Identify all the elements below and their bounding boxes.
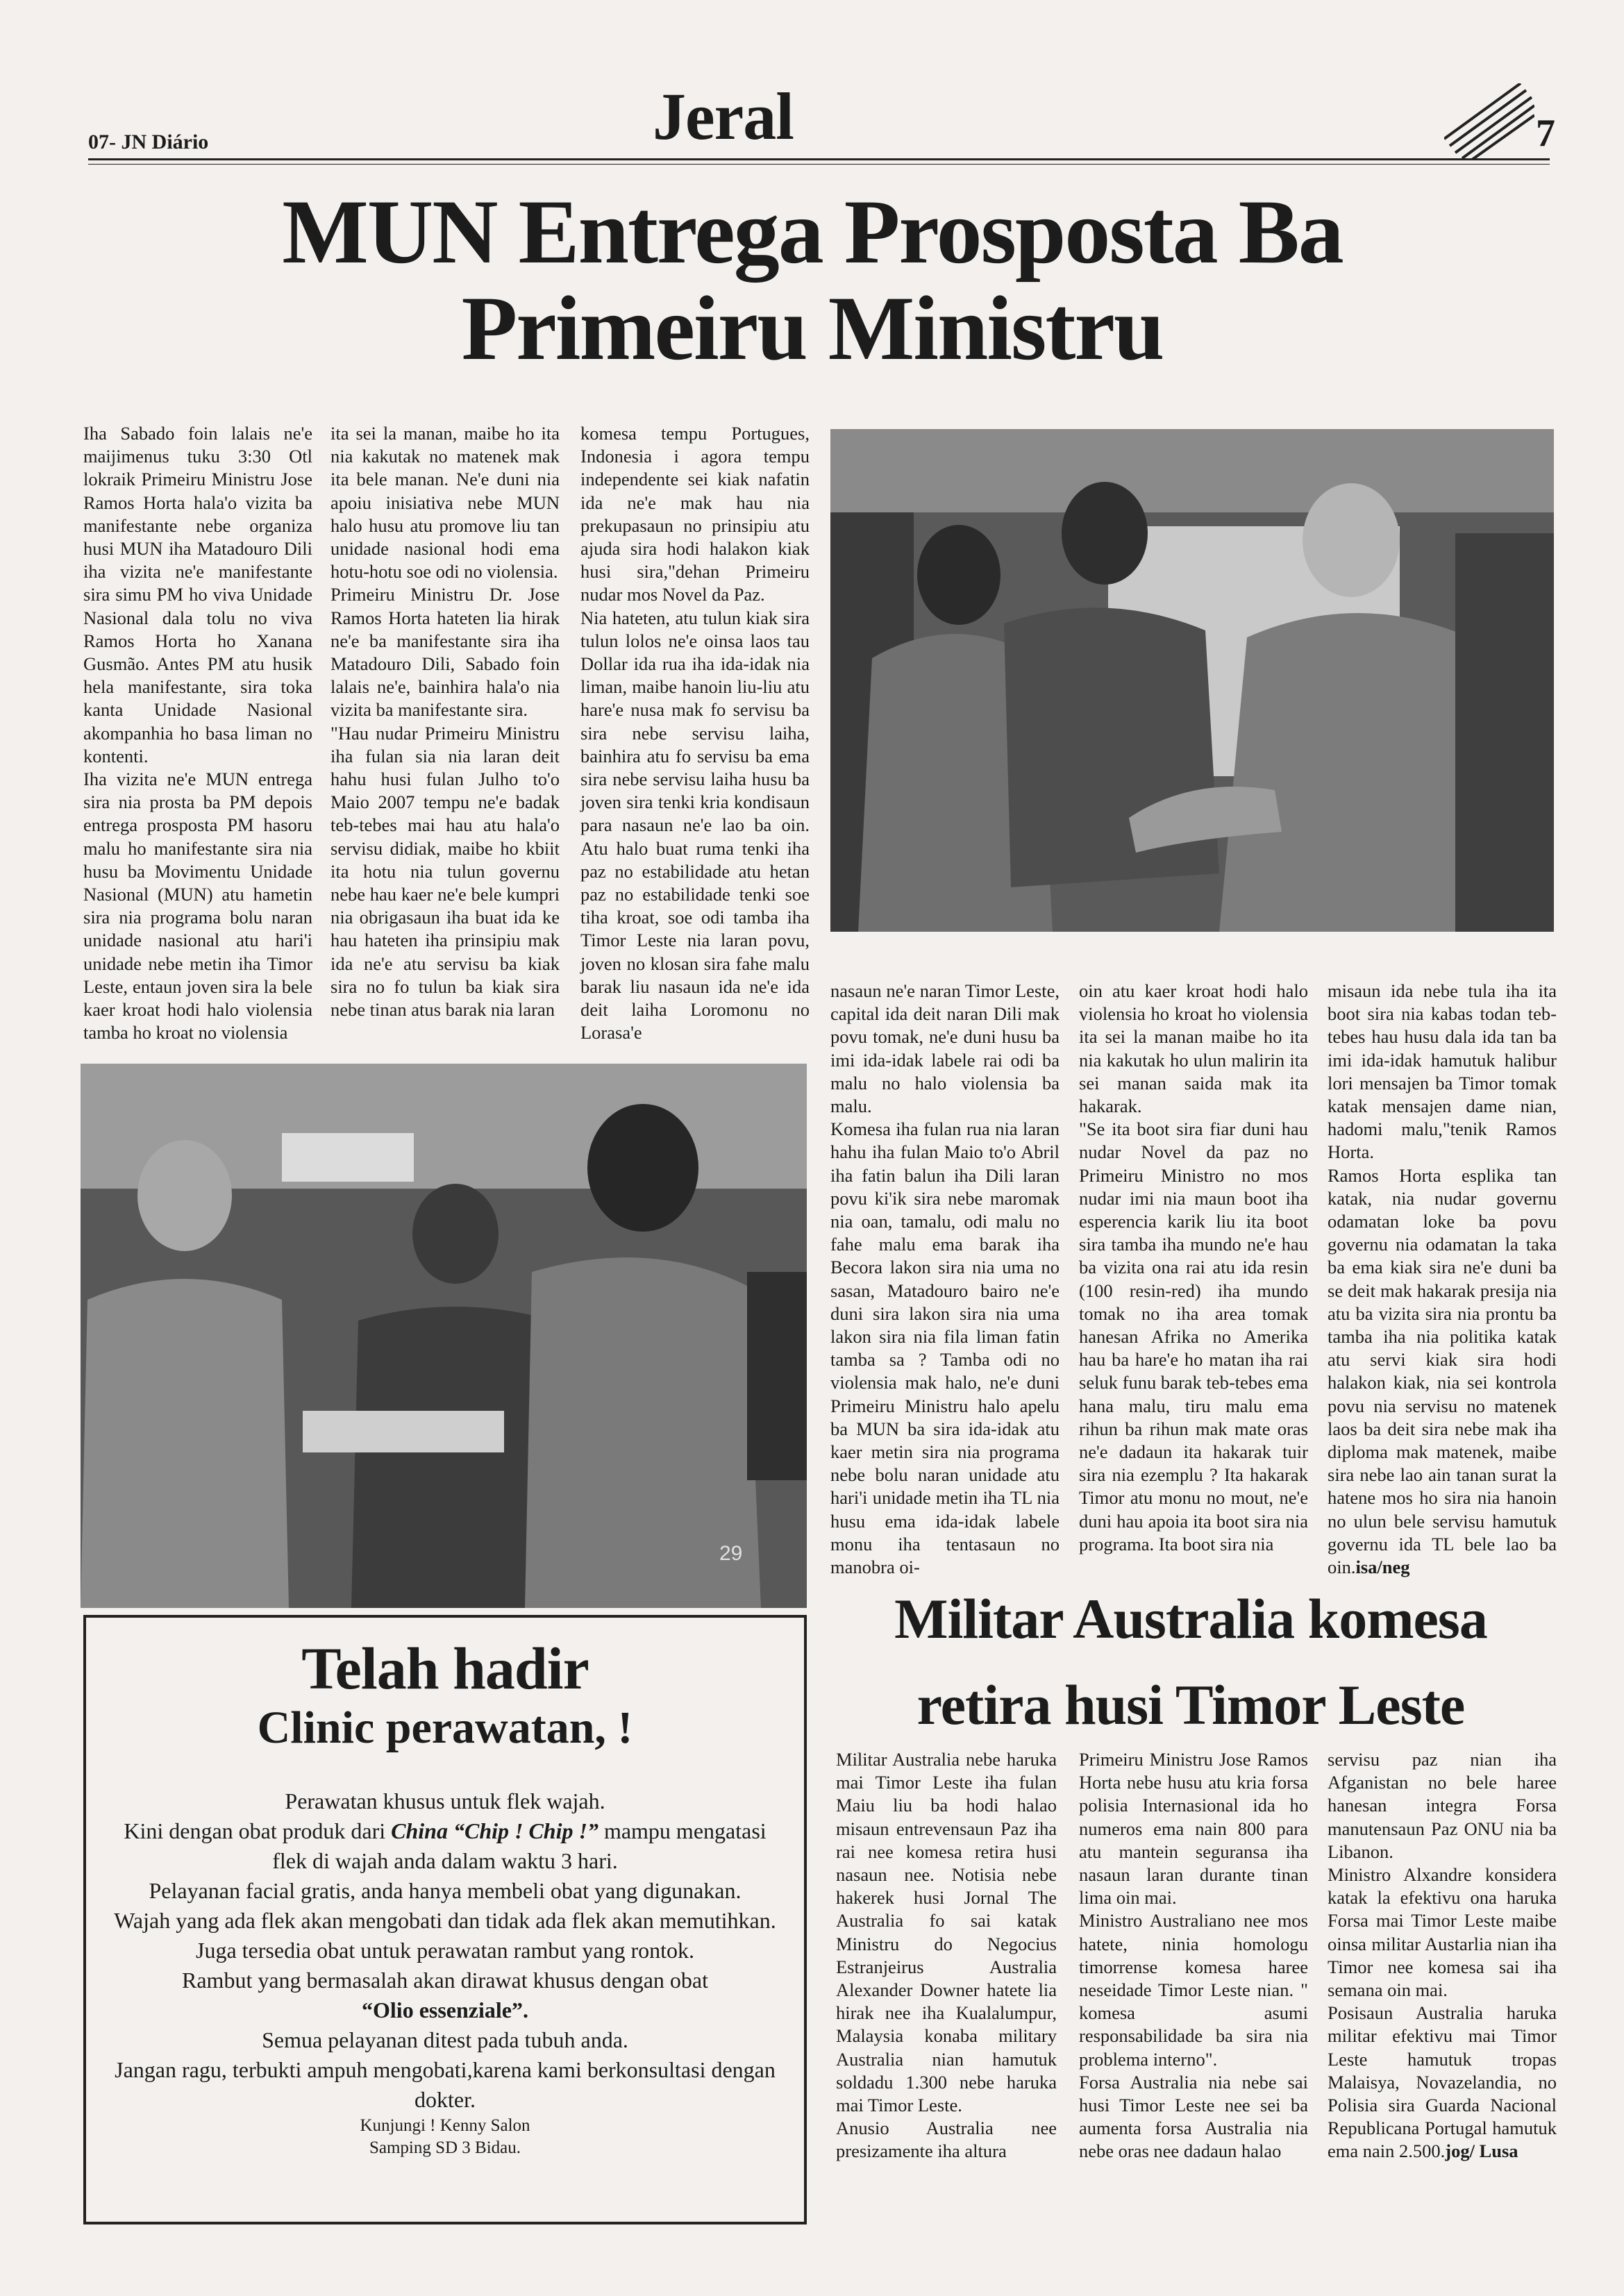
paragraph: ita sei la manan, maibe ho ita nia kakutak no matenek mak ita bele manan. Ne'e duni nia apoiu inisiativa nebe MUN halo husu atu promove liu tan unidade nasional hodi ema hotu-hotu soe odi no violensia.: [330, 423, 560, 583]
article1-column-2: [330, 422, 560, 1021]
ad-line: “Olio essenziale”.: [362, 1997, 528, 2023]
section-title: Jeral: [653, 79, 794, 153]
paragraph: Ministro Alxandre konsidera katak la efektivu ona haruka Forsa mai Timor Leste maibe oinsa militar Austarlia nian iha Timor nee komesa sai iha semana oin mai.: [1328, 1864, 1557, 2001]
page-label-left: 07- JN Diário: [88, 131, 209, 153]
headline-line2: Primeiru Ministru: [461, 276, 1164, 379]
paragraph: Iha Sabado foin lalais ne'e maijimenus tuku 3:30 Otl lokraik Primeiru Ministru Jose Ramos Horta hala'o vizita ba manifestante nebe organiza husi MUN iha Matadouro Dili iha vizita ne'e manifestante sira simu PM ho viva Unidade Nasional dala tolu no viva Ramos Horta ho Xanana Gusmão. Antes PM atu husik hela manifestante, sira toka kanta Unidade Nasional akompanhia ho basa liman no kontenti.: [83, 423, 312, 766]
ad-subtitle: Clinic perawatan, !: [257, 1702, 633, 1753]
paragraph: Ramos Horta esplika tan katak, nia nudar governu odamatan loke ba povu governu nia odamatan la taka ba ema kiak sira ne'e duni ba se deit mak hakarak presija nia atu ba vizita sira nia prontu ba tamba iha nia politika katak atu servi kiak sira hodi halakon kiak, nia sei kontrola povu nia servisu no matenek laos ba deit sira nebe mak iha diploma mak matenek, maibe sira nebe lao ain tanan surat la hatene mos ho sira nia hanoin no ulun bele servisu hamutuk governu ida TL bele lao ba oin.isa/neg: [1328, 1164, 1557, 1578]
paragraph: servisu paz nian iha Afganistan no bele haree hanesan integra Forsa manutensaun Paz ONU nia ba Libanon.: [1328, 1749, 1557, 1862]
paragraph: Primeiru Ministru Dr. Jose Ramos Horta hateten lia hirak ne'e ba manifestante sira iha Matadouro Dili, Sabado foin lalais ne'e, bainhira hala'o nia vizita ba manifestante sira.: [330, 584, 560, 721]
paragraph: komesa tempu Portugues, Indonesia i agora tempu independente sei kiak nafatin ida ne'e mak hau nia prekupasaun no prinsipiu atu ajuda sira hodi halakon kiak husi sira,"dehan Primeiru nudar mos Novel da Paz.: [580, 423, 810, 605]
paragraph: Nia hateten, atu tulun kiak sira tulun lolos ne'e oinsa laos tau Dollar ida rua iha ida-idak nia liman, maibe hanoin liu-liu atu hare'e nusa mak fo servisu ba sira nebe servisu laiha, bainhira atu fo servisu ba ema sira nebe servisu laiha husu ba joven sira tenki kria kondisaun para nasaun ne'e lao ba oin. Atu halo buat ruma tenki iha paz no estabilidade atu hetan paz no estabilidade tenki soe tiha kroat, soe odi tamba iha Timor Leste nia laran povu, joven no klosan sira fahe malu barak liu nasaun ida ne'e ida deit laiha Loromonu no Lorasa'e: [580, 607, 810, 1044]
paragraph: Iha vizita ne'e MUN entrega sira nia prosta ba PM depois entrega prosposta PM hasoru malu ho manifestante sira nia husu ba Movimentu Unidade Nasional (MUN) atu hametin sira nia programa bolu naran unidade nasional atu hari'i unidade nebe metin iha Timor Leste, entaun joven sira la bele kaer kroat hodi halo violensia tamba ho kroat no violensia: [83, 769, 312, 1044]
paragraph: Anusio Australia nee presizamente iha altura: [836, 2118, 1057, 2162]
paragraph: Ministro Australiano nee mos hatete, ninia homologu timorrense komesa haree neseidade Timor Leste nian. " komesa asumi responsabilidade ba sira nia problema interno".: [1079, 1910, 1308, 2070]
ad-brand: China “Chip ! Chip !”: [391, 1818, 598, 1844]
paragraph: nasaun ne'e naran Timor Leste, capital ida deit naran Dili mak povu tomak, ne'e duni husu ba imi ida-idak labele rai odi ba malu no halo violensia ba malu.: [830, 980, 1060, 1117]
ad-line: Juga tersedia obat untuk perawatan rambut yang rontok.: [196, 1938, 694, 1963]
ad-line: Semua pelayanan ditest pada tubuh anda.: [262, 2027, 628, 2053]
article2-headline: [830, 1576, 1552, 1748]
ad-line: Pelayanan facial gratis, anda hanya membeli obat yang digunakan.: [149, 1878, 742, 1904]
article1-column-1: [83, 422, 312, 1044]
ad-address: Samping SD 3 Bidau.: [369, 2138, 521, 2158]
paragraph: Militar Australia nebe haruka mai Timor Leste iha fulan Maiu liu ba hodi halao misaun entrevensaun Paz iha rai nee komesa retira husi nasaun nee. Notisia nebe hakerek husi Jornal The Australia fo sai katak Ministru do Negocius Estranjeirus Australia Alexander Downer hatete lia hirak nee iha Kualalumpur, Malaysia konaba military Australia nian hamutuk soldadu 1.300 nebe haruka mai Timor Leste.: [836, 1749, 1057, 2116]
paragraph: Forsa Australia nia nebe sai husi Timor Leste nee sei ba aumenta forsa Australia nia nebe oras nee dadaun halao: [1079, 2071, 1308, 2162]
ad-line: Rambut yang bermasalah akan dirawat khusus dengan obat: [182, 1968, 708, 1993]
paragraph: "Se ita boot sira fiar duni hau nudar Novel da paz no Primeiru Ministro no mos nudar imi nia maun boot iha esperencia karik liu ita boot sira tamba iha mundo ne'e hau ba vizita ona rai atu ida resin (100 resin-red) iha mundo tomak no iha area tomak hanesan Afrika no Amerika hau ba hare'e ho matan iha rai seluk funu barak teb-tebes ema hana malu, tiru malu ema rihun ba rihun mak mate oras ne'e dadaun ita hakarak tuir sira nia ezemplu ? Ita hakarak Timor atu monu no mout, ne'e duni hau apoia ita boot sira nia programa. Ita boot sira nia: [1079, 1118, 1308, 1555]
article2-headline-line1: Militar Australia komesa: [894, 1587, 1487, 1650]
ad-line: Kini dengan obat produk dari China “Chip ! Chip !” mampu mengatasi flek di wajah anda dalam waktu 3 hari.: [124, 1818, 767, 1874]
paragraph: "Hau nudar Primeiru Ministru iha fulan sia nia laran deit hahu husi fulan Julho to'o Maio 2007 tempu ne'e badak teb-tebes mai hau atu hala'o servisu didiak, maibe ho kbiit ita hotu nia tulun governu nebe hau kaer ne'e bele kumpri nia obrigasaun iha buat ida ke hau hateten iha prinsipiu mak ida ne'e atu servisu ba kiak sira no fo tulun ba kiak sira nebe tinan atus barak nia laran: [330, 722, 560, 1021]
page-number: 7: [1536, 112, 1555, 155]
paragraph: Primeiru Ministru Jose Ramos Horta nebe husu atu kria forsa polisia Internasional ida ho numeros ema nain 800 para atu mantein seguransa iha nasaun laran durante tinan lima oin mai.: [1079, 1749, 1308, 1909]
paragraph: misaun ida nebe tula iha ita boot sira nia kabas todan teb-tebes hau husu dala ida tan ba imi ida-idak hamutuk halibur lori mensajen ba Timor tomak katak mensajen dame nian, hadomi malu,"tenik Ramos Horta.: [1328, 980, 1557, 1163]
article1-column-5: [1079, 980, 1308, 1556]
headline-line1: MUN Entrega Prosposta Ba: [282, 181, 1343, 283]
article1-column-3: [580, 422, 810, 1044]
photo-handover: [81, 1064, 807, 1608]
article2-column-3: [1328, 1748, 1557, 2163]
photo-number-label: 29: [719, 1542, 743, 1565]
ad-contact: Kunjungi ! Kenny Salon: [360, 2116, 530, 2136]
article2-column-1: [836, 1748, 1057, 2163]
main-headline: [139, 181, 1486, 379]
article1-column-4: [830, 980, 1060, 1579]
header-rule: [88, 158, 1550, 160]
photo-handshake: [830, 429, 1554, 932]
article2-headline-line2: retira husi Timor Leste: [916, 1673, 1465, 1736]
header-rule-thin: [88, 164, 1550, 165]
ad-line: Wajah yang ada flek akan mengobati dan tidak ada flek akan memutihkan.: [114, 1908, 776, 1934]
paragraph: oin atu kaer kroat hodi halo violensia ho kroat ho violensia ita sei la manan maibe ho ita nia kakutak ho ulun malirin ita sei manan saida mak ita hakarak.: [1079, 980, 1308, 1117]
article2-signature: jog/ Lusa: [1445, 2140, 1518, 2162]
ad-line: Jangan ragu, terbukti ampuh mengobati,karena kami berkonsultasi dengan dokter.: [115, 2057, 776, 2113]
corner-stripes-decoration: [1444, 83, 1534, 160]
ad-body: [86, 1786, 804, 2159]
clinic-advertisement: [83, 1615, 807, 2224]
article1-column-6: [1328, 980, 1557, 1579]
article2-column-2: [1079, 1748, 1308, 2163]
paragraph: Komesa iha fulan rua nia laran hahu iha fulan Maio to'o Abril iha fatin balun iha Dili laran povu ki'ik sira nebe maromak nia oan, tamalu, odi malu no fahe malu ema barak iha Becora lakon sira nia uma no sasan, Matadouro bairo ne'e duni sira lakon sira nia uma lakon sira nia fila liman fatin tamba sa ? Tamba odi no violensia mak halo, ne'e duni Primeiru Ministru halo apelu ba MUN ba sira ida-idak atu kaer metin sira nia programa nebe bolu naran unidade atu hari'i unidade metin iha TL nia husu ema ida-idak labele monu iha tentasaun no manobra oi-: [830, 1118, 1060, 1578]
ad-title: Telah hadir: [301, 1635, 589, 1702]
ad-line: Perawatan khusus untuk flek wajah.: [285, 1788, 605, 1814]
article1-signature: isa/neg: [1355, 1557, 1410, 1578]
paragraph: Posisaun Australia haruka militar efektivu mai Timor Leste hamutuk tropas Malaisya, Novazelandia, no Polisia sira Guarda Nacional Republicana Portugal hamutuk ema nain 2.500.jog/ Lusa: [1328, 2002, 1557, 2162]
